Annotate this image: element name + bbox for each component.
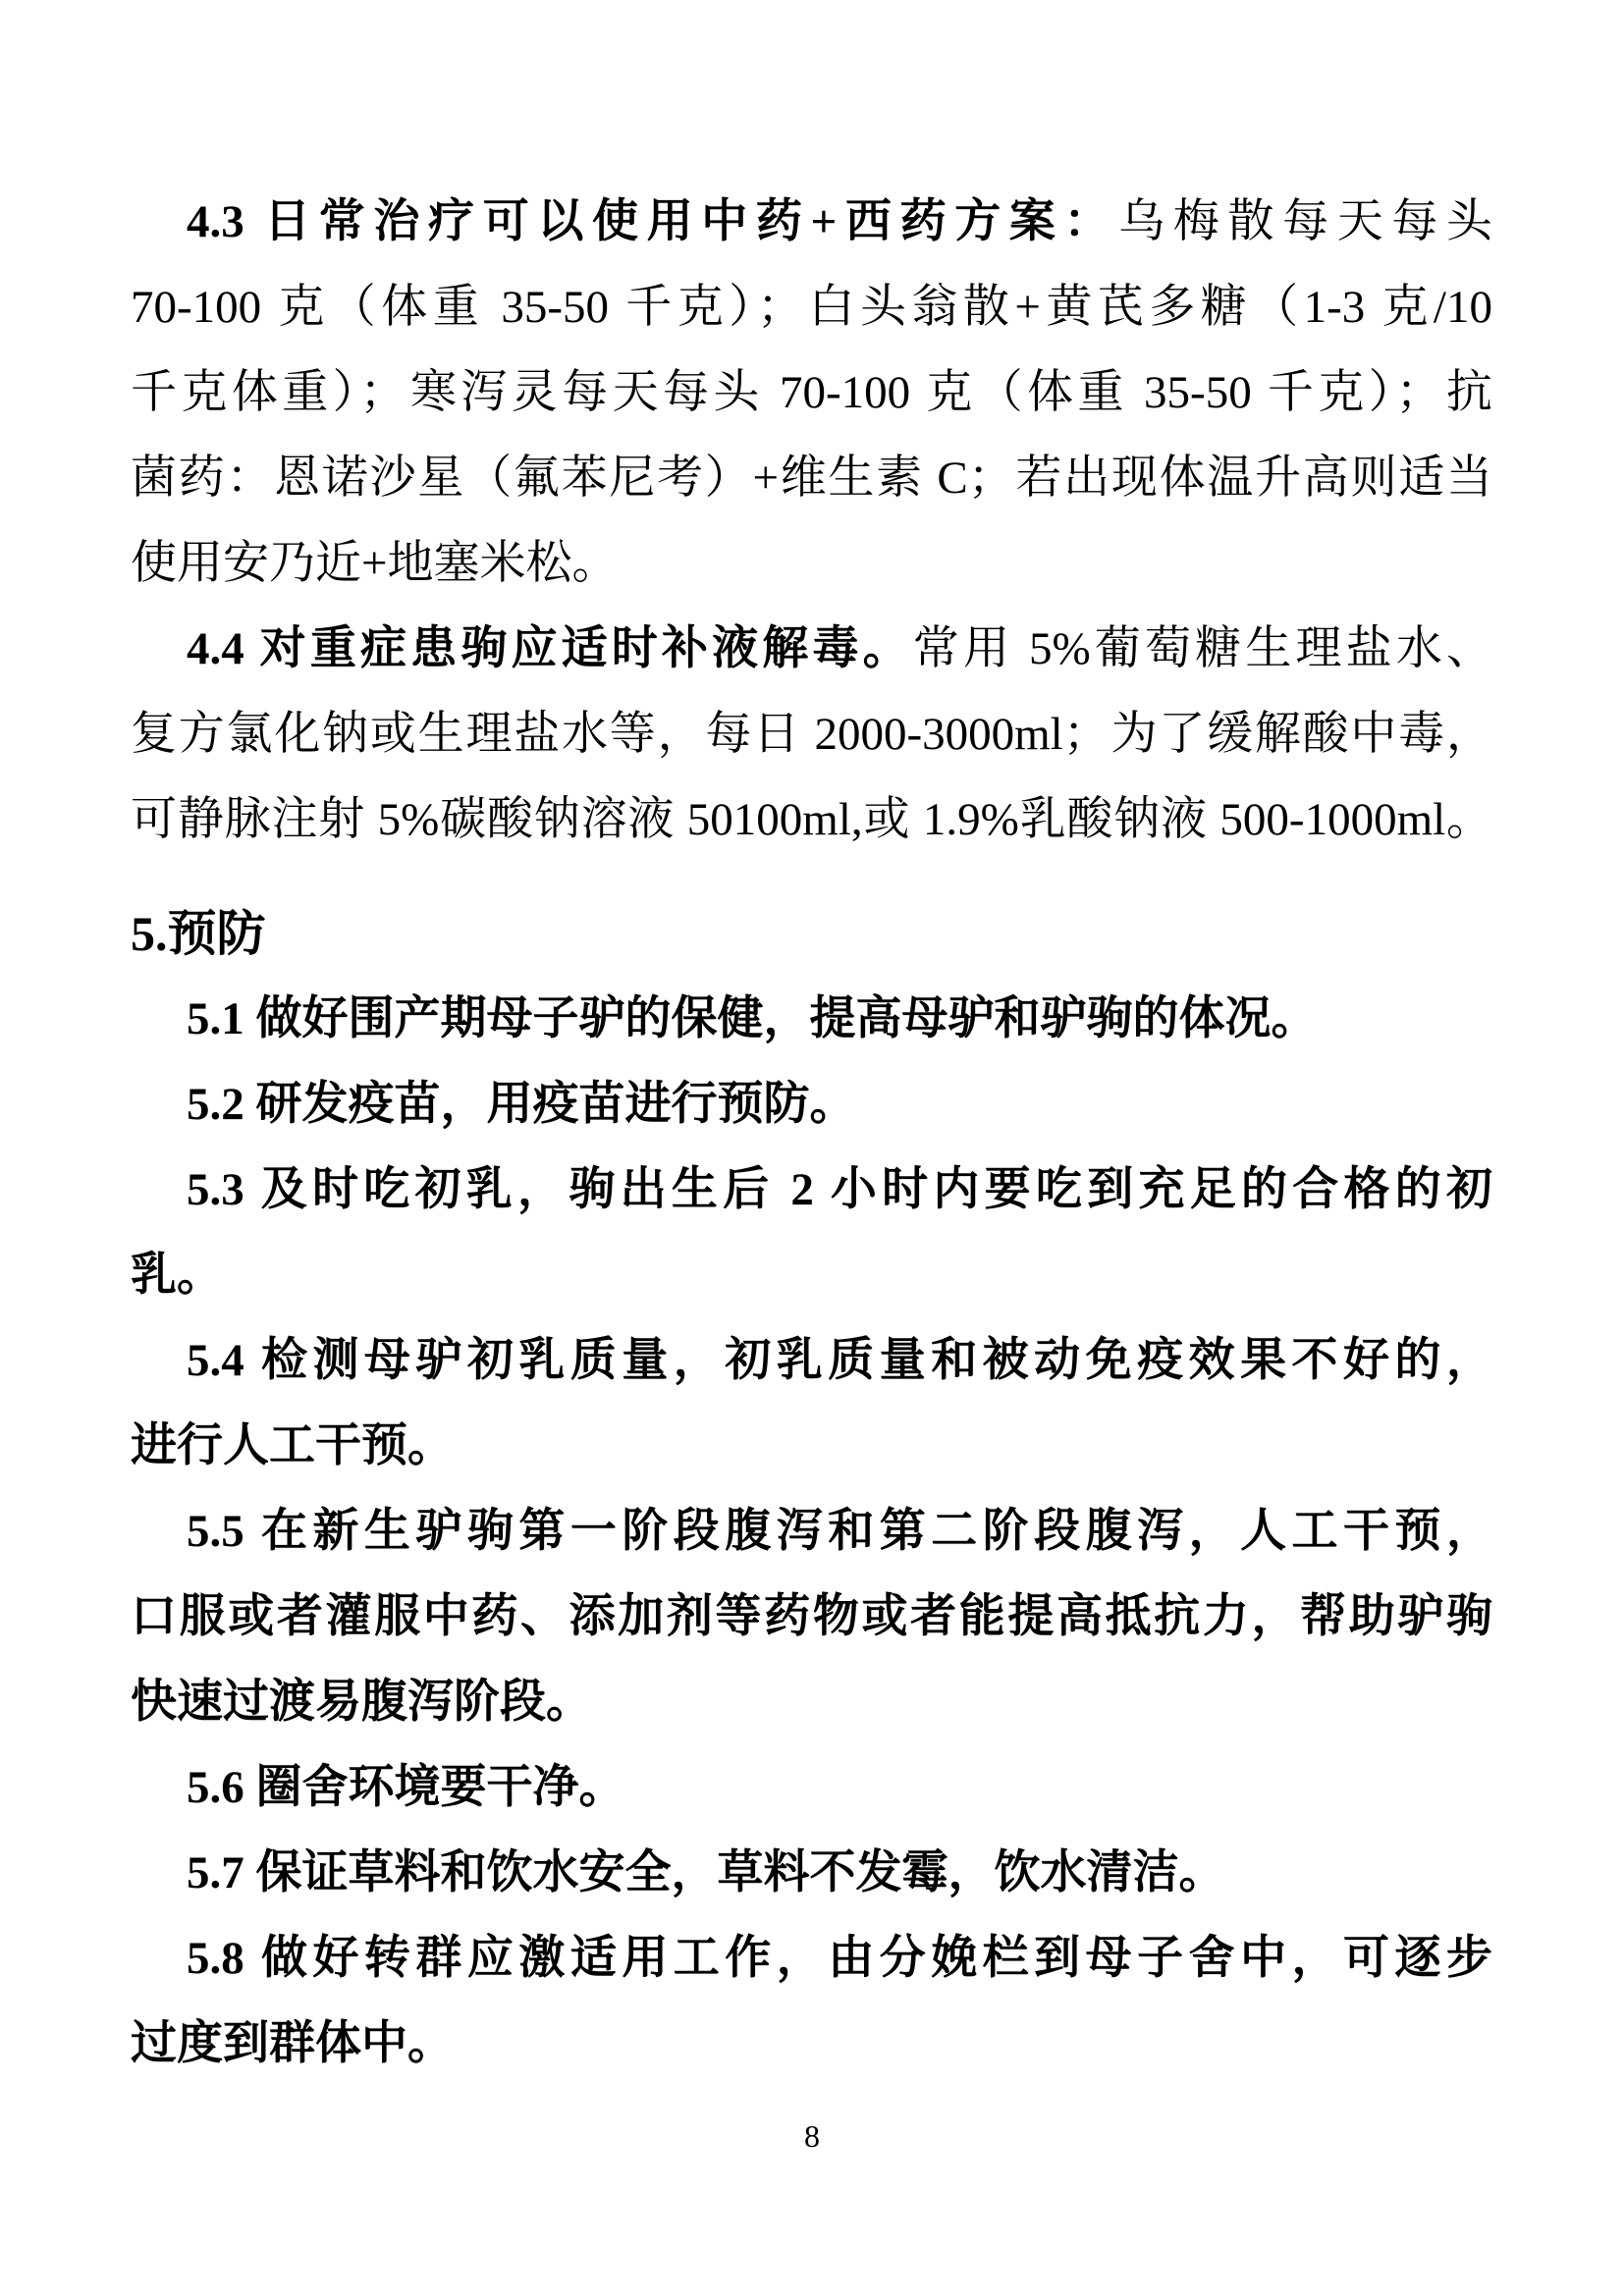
bold-text-run: 4.3 日常治疗可以使用中药+西药方案：	[187, 196, 1119, 247]
text-line-5-3-2	[131, 1233, 1492, 1318]
bold-text-run: 5.5 在新生驴驹第一阶段腹泻和第二阶段腹泻，人工干预，	[187, 1506, 1492, 1557]
text-run: 菌药：恩诺沙星（氟苯尼考）+维生素 C；若出现体温升高则适当	[131, 453, 1492, 504]
text-line-5-1	[131, 977, 1492, 1062]
text-line-5-4-1	[131, 1318, 1492, 1404]
text-line-5-4-2	[131, 1404, 1492, 1489]
bold-text-run: 驹出生后 2 小时内要吃到充足的合格的初	[568, 1164, 1493, 1215]
text-line-5-6	[131, 1745, 1492, 1831]
bold-text-run: 乳。	[131, 1250, 223, 1301]
text-line-5-8-2	[131, 2002, 1492, 2087]
text-line-5-5-1	[131, 1489, 1492, 1575]
text-line-4-3-1	[131, 180, 1492, 265]
bold-text-run: 5.4 检测母驴初乳质量，初乳质量和被动免疫效果不好的，	[187, 1335, 1492, 1386]
text-line-4-4-2	[131, 692, 1492, 777]
text-line-4-4-1	[131, 607, 1492, 692]
text-run: 复方氯化钠或生理盐水等，每日 2000-3000ml；为了缓解酸中毒，	[131, 709, 1492, 760]
heading-text: 5.预防	[131, 906, 266, 961]
bold-text-run: 过度到群体中。	[131, 2018, 454, 2069]
bold-text-run: 口服或者灌服中药、添加剂等药物或者能提高抵抗力，帮助驴驹	[131, 1591, 1492, 1642]
bold-text-run: 5.3 及时吃初乳，	[187, 1164, 569, 1215]
text-line-5-5-3	[131, 1660, 1492, 1745]
text-line-4-3-2	[131, 265, 1492, 350]
text-line-5-8-1	[131, 1916, 1492, 2002]
bold-text-run: 5.6 圈舍环境要干净。	[187, 1762, 625, 1813]
section-5-heading	[131, 891, 1492, 977]
text-line-4-3-5	[131, 521, 1492, 607]
text-line-4-3-3	[131, 350, 1492, 436]
text-line-5-3-1	[131, 1148, 1492, 1233]
document-body	[131, 180, 1492, 2087]
bold-text-run: 5.8 做好转群应激适用工作，由分娩栏到母子舍中，可逐步	[187, 1933, 1492, 1984]
bold-text-run: 快速过渡易腹泻阶段。	[131, 1677, 592, 1728]
bold-text-run: 4.4 对重症患驹应适时补液解毒。	[187, 623, 913, 674]
text-line-4-3-4	[131, 436, 1492, 521]
text-run: 乌梅散每天每头	[1118, 196, 1493, 247]
text-run: 常用 5%葡萄糖生理盐水、	[912, 623, 1492, 674]
bold-text-run: 5.2 研发疫苗，用疫苗进行预防。	[187, 1079, 856, 1130]
bold-text-run: 进行人工干预。	[131, 1420, 454, 1471]
page-number: 8	[804, 2118, 820, 2154]
bold-text-run: 5.1 做好围产期母子驴的保健，提高母驴和驴驹的体况。	[187, 993, 1318, 1044]
bold-text-run: 5.7 保证草料和饮水安全，草料不发霉，饮水清洁。	[187, 1847, 1225, 1898]
text-line-5-5-2	[131, 1575, 1492, 1660]
text-line-5-7	[131, 1831, 1492, 1916]
text-run: 70-100 克（体重 35-50 千克）；白头翁散+黄芪多糖（1-3 克/10	[131, 282, 1492, 333]
text-line-4-4-3	[131, 777, 1492, 863]
text-run: 可静脉注射 5%碳酸钠溶液 50100ml,或 1.9%乳酸钠液 500-1000ml。	[131, 794, 1492, 845]
text-run: 千克体重）；寒泻灵每天每头 70-100 克（体重 35-50 千克）；抗	[131, 367, 1492, 418]
text-run: 使用安乃近+地塞米松。	[131, 538, 619, 589]
text-line-5-2	[131, 1062, 1492, 1148]
